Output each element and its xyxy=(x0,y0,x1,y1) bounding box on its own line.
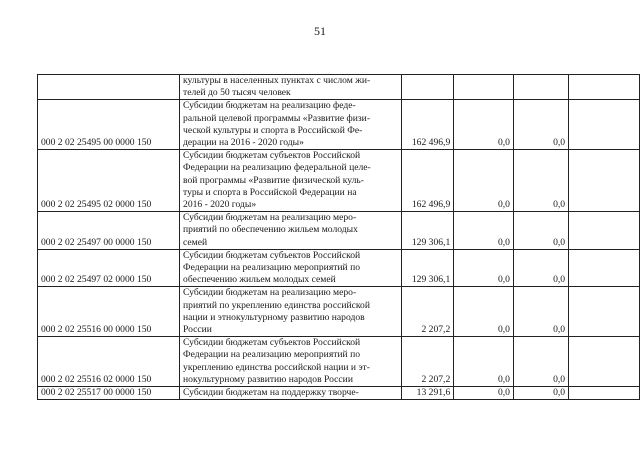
table-row xyxy=(38,150,640,212)
description-line: Федерации на реализацию мероприятий по xyxy=(183,349,361,361)
amount-cell: 13 291,6 xyxy=(401,387,453,400)
budget-code-cell: 000 2 02 25516 02 0000 150 xyxy=(38,337,180,387)
amount-cell: 0,0 xyxy=(513,212,568,250)
table-row xyxy=(38,249,640,287)
amount-cell xyxy=(569,100,640,150)
description-cell xyxy=(180,337,402,387)
description-line: приятий по укреплению единства российской xyxy=(183,299,370,311)
description-line: нокультурному развитию народов России xyxy=(183,373,353,385)
budget-code-cell: 000 2 02 25495 02 0000 150 xyxy=(38,150,180,212)
description-line: обеспечению жильем молодых семей xyxy=(183,274,336,286)
budget-code-cell: 000 2 02 25516 00 0000 150 xyxy=(38,287,180,337)
amount-cell: 0,0 xyxy=(513,287,568,337)
description-cell xyxy=(180,287,402,337)
description-line: России xyxy=(183,324,212,336)
amount-cell: 0,0 xyxy=(454,150,514,212)
description-cell xyxy=(180,212,402,250)
description-cell xyxy=(180,100,402,150)
amount-cell: 0,0 xyxy=(454,287,514,337)
amount-cell: 129 306,1 xyxy=(401,212,453,250)
table-row xyxy=(38,75,640,100)
amount-cell: 2 207,2 xyxy=(401,337,453,387)
description-line: семей xyxy=(183,236,208,248)
amount-cell: 0,0 xyxy=(454,100,514,150)
description-line: укреплению единства российской нации и эт- xyxy=(183,361,370,373)
amount-cell: 0,0 xyxy=(513,337,568,387)
description-line: ральной целевой программы «Развитие физи- xyxy=(183,112,371,124)
description-line: приятий по обеспечению жильем молодых xyxy=(183,224,358,236)
amount-cell xyxy=(569,287,640,337)
amount-cell: 0,0 xyxy=(513,387,568,400)
description-line: туры и спорта в Российской Федерации на xyxy=(183,186,357,198)
description-line: Субсидии бюджетам субъектов Российской xyxy=(183,337,361,349)
budget-code-cell: 000 2 02 25495 00 0000 150 xyxy=(38,100,180,150)
amount-cell: 0,0 xyxy=(513,150,568,212)
amount-cell: 162 496,9 xyxy=(401,150,453,212)
amount-cell xyxy=(513,75,568,100)
description-line: вой программы «Развитие физической куль- xyxy=(183,174,364,186)
description-line: ческой культуры и спорта в Российской Фе- xyxy=(183,124,363,136)
amount-cell: 0,0 xyxy=(513,100,568,150)
amount-cell: 0,0 xyxy=(513,249,568,287)
description-cell xyxy=(180,249,402,287)
table-row xyxy=(38,337,640,387)
amount-cell: 129 306,1 xyxy=(401,249,453,287)
description-line: 2016 - 2020 годы» xyxy=(183,199,257,211)
amount-cell xyxy=(569,150,640,212)
amount-cell: 0,0 xyxy=(454,387,514,400)
description-line: телей до 50 тысяч человек xyxy=(183,87,291,99)
amount-cell: 162 496,9 xyxy=(401,100,453,150)
description-line: нации и этнокультурному развитию народов xyxy=(183,311,365,323)
description-cell xyxy=(180,387,402,400)
page-number: 51 xyxy=(314,24,326,38)
description-line: Субсидии бюджетам на реализацию феде- xyxy=(183,100,356,112)
table-row xyxy=(38,100,640,150)
description-line: Федерации на реализацию мероприятий по xyxy=(183,262,361,274)
description-cell xyxy=(180,75,402,100)
description-line: Субсидии бюджетам на реализацию меро- xyxy=(183,212,357,224)
amount-cell: 2 207,2 xyxy=(401,287,453,337)
amount-cell: 0,0 xyxy=(454,249,514,287)
amount-cell xyxy=(569,337,640,387)
amount-cell xyxy=(454,75,514,100)
budget-code-cell: 000 2 02 25517 00 0000 150 xyxy=(38,387,180,400)
description-line: дерации на 2016 - 2020 годы» xyxy=(183,137,304,149)
table-row xyxy=(38,287,640,337)
amount-cell xyxy=(569,212,640,250)
amount-cell xyxy=(569,387,640,400)
amount-cell: 0,0 xyxy=(454,212,514,250)
table-row xyxy=(38,212,640,250)
amount-cell xyxy=(401,75,453,100)
table-row xyxy=(38,387,640,400)
amount-cell xyxy=(569,75,640,100)
description-cell xyxy=(180,150,402,212)
amount-cell: 0,0 xyxy=(454,337,514,387)
amount-cell xyxy=(569,249,640,287)
budget-revenue-table xyxy=(37,74,640,400)
description-line: Субсидии бюджетам субъектов Российской xyxy=(183,150,361,162)
description-line: Субсидии бюджетам на реализацию меро- xyxy=(183,287,357,299)
budget-code-cell xyxy=(38,75,180,100)
budget-code-cell: 000 2 02 25497 00 0000 150 xyxy=(38,212,180,250)
description-line: Федерации на реализацию федеральной целе- xyxy=(183,162,371,174)
description-line: Субсидии бюджетам субъектов Российской xyxy=(183,249,361,261)
description-line: культуры в населенных пунктах с числом жи- xyxy=(183,75,371,86)
budget-code-cell: 000 2 02 25497 02 0000 150 xyxy=(38,249,180,287)
description-line: Субсидии бюджетам на поддержку творче- xyxy=(183,387,359,399)
